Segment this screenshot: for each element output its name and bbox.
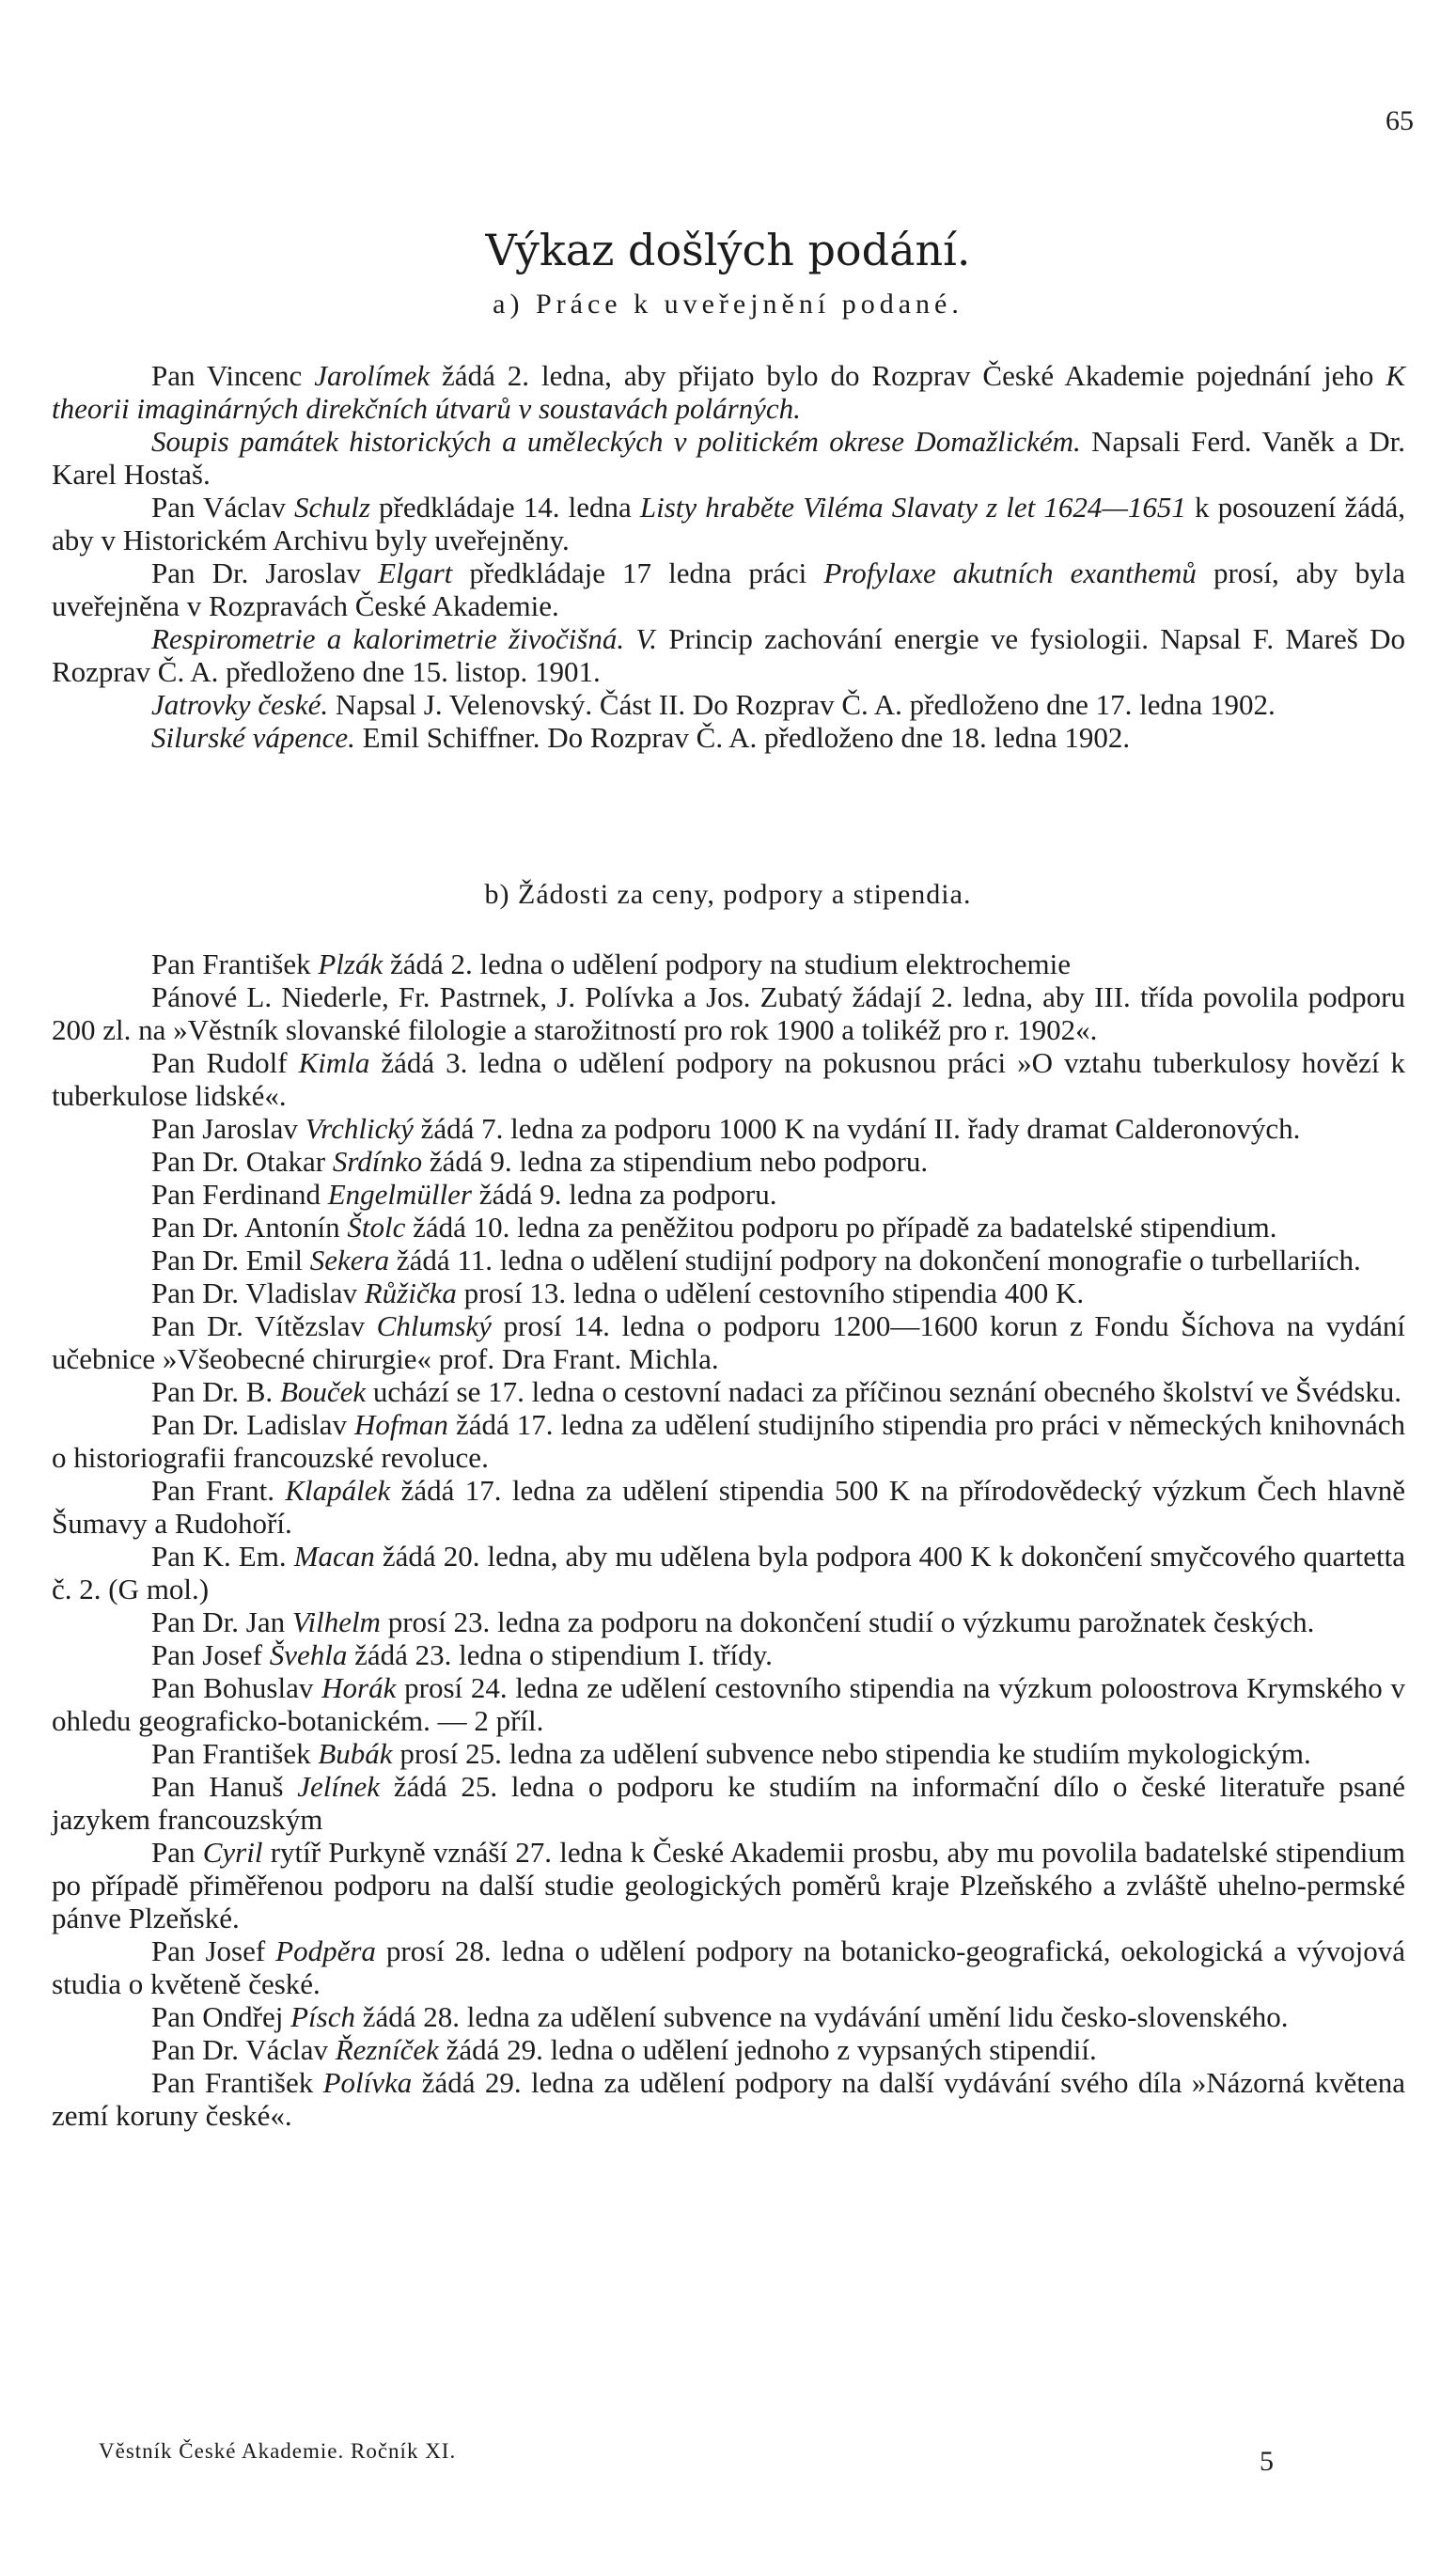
text-run: Princip zachování energie ve fysiologii. Napsal F. Mareš Do Rozprav Č. A. předloženo dne 15. listop. 1901.: [52, 622, 1405, 688]
italic-text: Plzák: [318, 947, 384, 980]
italic-text: Macan: [293, 1540, 375, 1573]
text-run: Pan Dr. Jaroslav: [151, 556, 379, 589]
italic-text: Jelínek: [297, 1770, 381, 1803]
text-run: Emil Schiffner. Do Rozprav Č. A. předloženo dne 18. ledna 1902.: [354, 721, 1131, 754]
paragraph: [52, 1474, 1405, 1540]
text-run: Pan Dr. Vladislav: [151, 1276, 365, 1309]
paragraph: [52, 1244, 1405, 1276]
italic-text: Chlumský: [376, 1309, 492, 1342]
text-run: Pan František: [151, 947, 319, 980]
italic-text: Engelmüller: [327, 1178, 472, 1211]
text-run: prosí, aby byla uveřejněna v Rozpravách České Akademie.: [52, 556, 1405, 622]
text-run: žádá 3. ledna o udělení podpory na pokusnou práci »O vztahu tuberkulosy hovězí k tuberkulose lidské«.: [52, 1046, 1405, 1112]
italic-text: Horák: [321, 1671, 397, 1704]
italic-text: Jatrovky české.: [151, 688, 329, 721]
page-number: 65: [1386, 105, 1414, 136]
text-run: Pan Frant.: [151, 1474, 286, 1507]
paragraph: [52, 1309, 1405, 1375]
italic-text: Vilhelm: [291, 1605, 381, 1638]
text-run: Pan Vincenc: [151, 359, 315, 392]
italic-text: Listy hraběte Viléma Slavaty z let 1624—1651: [639, 491, 1186, 524]
text-run: uchází se 17. ledna o cestovní nadaci za příčinou seznání obecného školství ve Švédsku.: [366, 1375, 1402, 1408]
text-run: prosí 23. ledna za podporu na dokončení studií o výzkumu parožnatek českých.: [380, 1605, 1315, 1638]
italic-text: Růžička: [364, 1276, 457, 1309]
paragraph: [52, 1737, 1405, 1770]
text-run: žádá 9. ledna za stipendium nebo podporu.: [422, 1145, 929, 1178]
text-run: Pan Josef: [151, 1934, 276, 1967]
text-run: předkládaje 17 ledna práci: [452, 556, 824, 589]
paragraph: [52, 1408, 1405, 1474]
text-run: Pan Dr. Vítězslav: [151, 1309, 377, 1342]
paragraph: [52, 1046, 1405, 1112]
text-run: Pan: [151, 1836, 203, 1869]
text-run: žádá 29. ledna za udělení podpory na další vydávání svého díla »Názorná květena zemí koruny české«.: [52, 2066, 1406, 2132]
italic-text: Profylaxe akutních exanthemů: [823, 556, 1197, 589]
section-a-body: [52, 359, 1405, 754]
text-run: Napsali Ferd. Vaněk a Dr. Karel Hostaš.: [52, 425, 1405, 491]
text-run: Pan Dr. Ladislav: [151, 1408, 355, 1441]
italic-text: Písch: [290, 2000, 355, 2033]
italic-text: Bubák: [318, 1737, 393, 1770]
text-run: žádá 29. ledna o udělení jednoho z vypsaných stipendií.: [438, 2033, 1097, 2066]
page-title: Výkaz došlých podání.: [485, 224, 971, 275]
text-run: žádá 2. ledna o udělení podpory na studium elektrochemie: [383, 947, 1071, 980]
text-run: žádá 10. ledna za peněžitou podporu po případě za badatelské stipendium.: [405, 1211, 1277, 1244]
text-run: Pan Josef: [151, 1638, 270, 1671]
text-run: Pan Dr. Antonín: [151, 1211, 348, 1244]
italic-text: Silurské vápence.: [151, 721, 355, 754]
italic-text: Srdínko: [332, 1145, 423, 1178]
paragraph: [52, 2066, 1405, 2132]
text-run: žádá 17. ledna za udělení stipendia 500 K na přírodovědecký výzkum Čech hlavně Šumavy a Rudohoří.: [52, 1474, 1405, 1540]
italic-text: Elgart: [378, 556, 453, 589]
text-run: prosí 13. ledna o udělení cestovního stipendia 400 K.: [456, 1276, 1085, 1309]
paragraph: [52, 1605, 1405, 1638]
paragraph: [52, 1934, 1405, 2000]
italic-text: Hofman: [354, 1408, 448, 1441]
italic-text: K theorii imaginárných direkčních útvarů v soustavách polárných.: [52, 359, 1406, 425]
text-run: prosí 24. ledna ze udělení cestovního stipendia na výzkum poloostrova Krymského v ohledu geograficko-botanickém. — 2 příl.: [52, 1671, 1405, 1737]
italic-text: Schulz: [293, 491, 370, 524]
section-a-heading: a) Práce k uveřejnění podané.: [493, 289, 963, 320]
text-run: předkládaje 14. ledna: [369, 491, 640, 524]
italic-text: Soupis památek historických a uměleckých v politickém okrese Domažlickém.: [151, 425, 1081, 458]
text-run: žádá 9. ledna za podporu.: [471, 1178, 777, 1211]
italic-text: Sekera: [309, 1244, 390, 1276]
paragraph: [52, 1178, 1405, 1211]
italic-text: Bouček: [279, 1375, 367, 1408]
paragraph: [52, 1276, 1405, 1309]
italic-text: Respirometrie a kalorimetrie živočišná. V.: [151, 622, 658, 655]
italic-text: Podpěra: [275, 1934, 376, 1967]
paragraph: [52, 491, 1405, 556]
footer-signature-number: 5: [1260, 2446, 1274, 2477]
text-run: Pan Václav: [151, 491, 294, 524]
italic-text: Štolc: [347, 1211, 406, 1244]
text-run: Pánové L. Niederle, Fr. Pastrnek, J. Polívka a Jos. Zubatý žádají 2. ledna, aby III. třída povolila podporu 200 zl. na »Věstník slovanské filologie a starožitností pro rok 1900 a tolikéž pro r. 1902«.: [52, 980, 1405, 1046]
paragraph: [52, 2000, 1405, 2033]
paragraph: [52, 1770, 1405, 1836]
paragraph: [52, 688, 1405, 721]
text-run: Pan Ondřej: [151, 2000, 291, 2033]
text-run: prosí 25. ledna za udělení subvence nebo stipendia ke studiím mykologickým.: [392, 1737, 1311, 1770]
paragraph: [52, 1540, 1405, 1605]
paragraph: [52, 721, 1405, 754]
italic-text: Vrchlický: [305, 1112, 414, 1145]
text-run: prosí 14. ledna o podporu 1200—1600 korun z Fondu Šíchova na vydání učebnice »Všeobecné chirurgie« prof. Dra Frant. Michla.: [52, 1309, 1406, 1375]
text-run: k posouzení žádá, aby v Historickém Archivu byly uveřejněny.: [52, 491, 1406, 556]
text-run: Pan Dr. Václav: [151, 2033, 336, 2066]
text-run: žádá 20. ledna, aby mu udělena byla podpora 400 K k dokončení smyčcového quartetta č. 2. (G mol.): [52, 1540, 1405, 1605]
footer-journal-name: Věstník České Akademie. Ročník XI.: [99, 2439, 457, 2463]
text-run: prosí 28. ledna o udělení podpory na botanicko-geografická, oekologická a vývojová studia o květeně české.: [52, 1934, 1405, 2000]
italic-text: Švehla: [269, 1638, 348, 1671]
text-run: Pan Dr. Emil: [151, 1244, 310, 1276]
text-run: Pan Bohuslav: [151, 1671, 322, 1704]
text-run: Pan Hanuš: [151, 1770, 298, 1803]
text-run: Pan Ferdinand: [151, 1178, 328, 1211]
paragraph: [52, 622, 1405, 688]
paragraph: [52, 1375, 1405, 1408]
text-run: žádá 28. ledna za udělení subvence na vydávání umění lidu česko-slovenského.: [354, 2000, 1289, 2033]
text-run: Pan František: [151, 1737, 319, 1770]
text-run: rytíř Purkyně vznáší 27. ledna k České Akademii prosbu, aby mu povolila badatelské stipendium po případě přiměřenou podporu na další studie geologických poměrů kraje Plzeňského a zvláště uhelno-permské pánve Plzeňské.: [52, 1836, 1405, 1934]
text-run: Pan Dr. B.: [151, 1375, 280, 1408]
paragraph: [52, 1836, 1405, 1934]
paragraph: [52, 1112, 1405, 1145]
text-run: žádá 11. ledna o udělení studijní podpory na dokončení monografie o turbellariích.: [389, 1244, 1361, 1276]
paragraph: [52, 1145, 1405, 1178]
italic-text: Jarolímek: [314, 359, 431, 392]
paragraph: [52, 1211, 1405, 1244]
paragraph: [52, 556, 1405, 622]
paragraph: [52, 1638, 1405, 1671]
section-b-heading: b) Žádosti za ceny, podpory a stipendia.: [484, 879, 972, 910]
text-run: žádá 7. ledna za podporu 1000 K na vydání II. řady dramat Calderonových.: [413, 1112, 1301, 1145]
text-run: žádá 23. ledna o stipendium I. třídy.: [347, 1638, 773, 1671]
text-run: žádá 2. ledna, aby přijato bylo do Rozprav České Akademie pojednání jeho: [430, 359, 1386, 392]
text-run: Pan Jaroslav: [151, 1112, 305, 1145]
italic-text: Klapálek: [285, 1474, 391, 1507]
text-run: žádá 25. ledna o podporu ke studiím na informační dílo o české literatuře psané jazykem francouzským: [52, 1770, 1406, 1836]
section-b-body: [52, 947, 1405, 2132]
text-run: žádá 17. ledna za udělení studijního stipendia pro práci v německých knihovnách o historiografii francouzské revoluce.: [52, 1408, 1406, 1474]
paragraph: [52, 980, 1405, 1046]
text-run: Pan Dr. Jan: [151, 1605, 292, 1638]
paragraph: [52, 947, 1405, 980]
paragraph: [52, 1671, 1405, 1737]
paragraph: [52, 359, 1405, 425]
text-run: Pan František: [151, 2066, 323, 2099]
paragraph: [52, 2033, 1405, 2066]
italic-text: Cyril: [202, 1836, 263, 1869]
italic-text: Polívka: [322, 2066, 413, 2099]
text-run: Pan Rudolf: [151, 1046, 299, 1079]
text-run: Napsal J. Velenovský. Část II. Do Rozprav Č. A. předloženo dne 17. ledna 1902.: [328, 688, 1276, 721]
text-run: Pan K. Em.: [151, 1540, 294, 1573]
text-run: Pan Dr. Otakar: [151, 1145, 333, 1178]
italic-text: Kimla: [298, 1046, 370, 1079]
italic-text: Řezníček: [335, 2033, 439, 2066]
paragraph: [52, 425, 1405, 491]
